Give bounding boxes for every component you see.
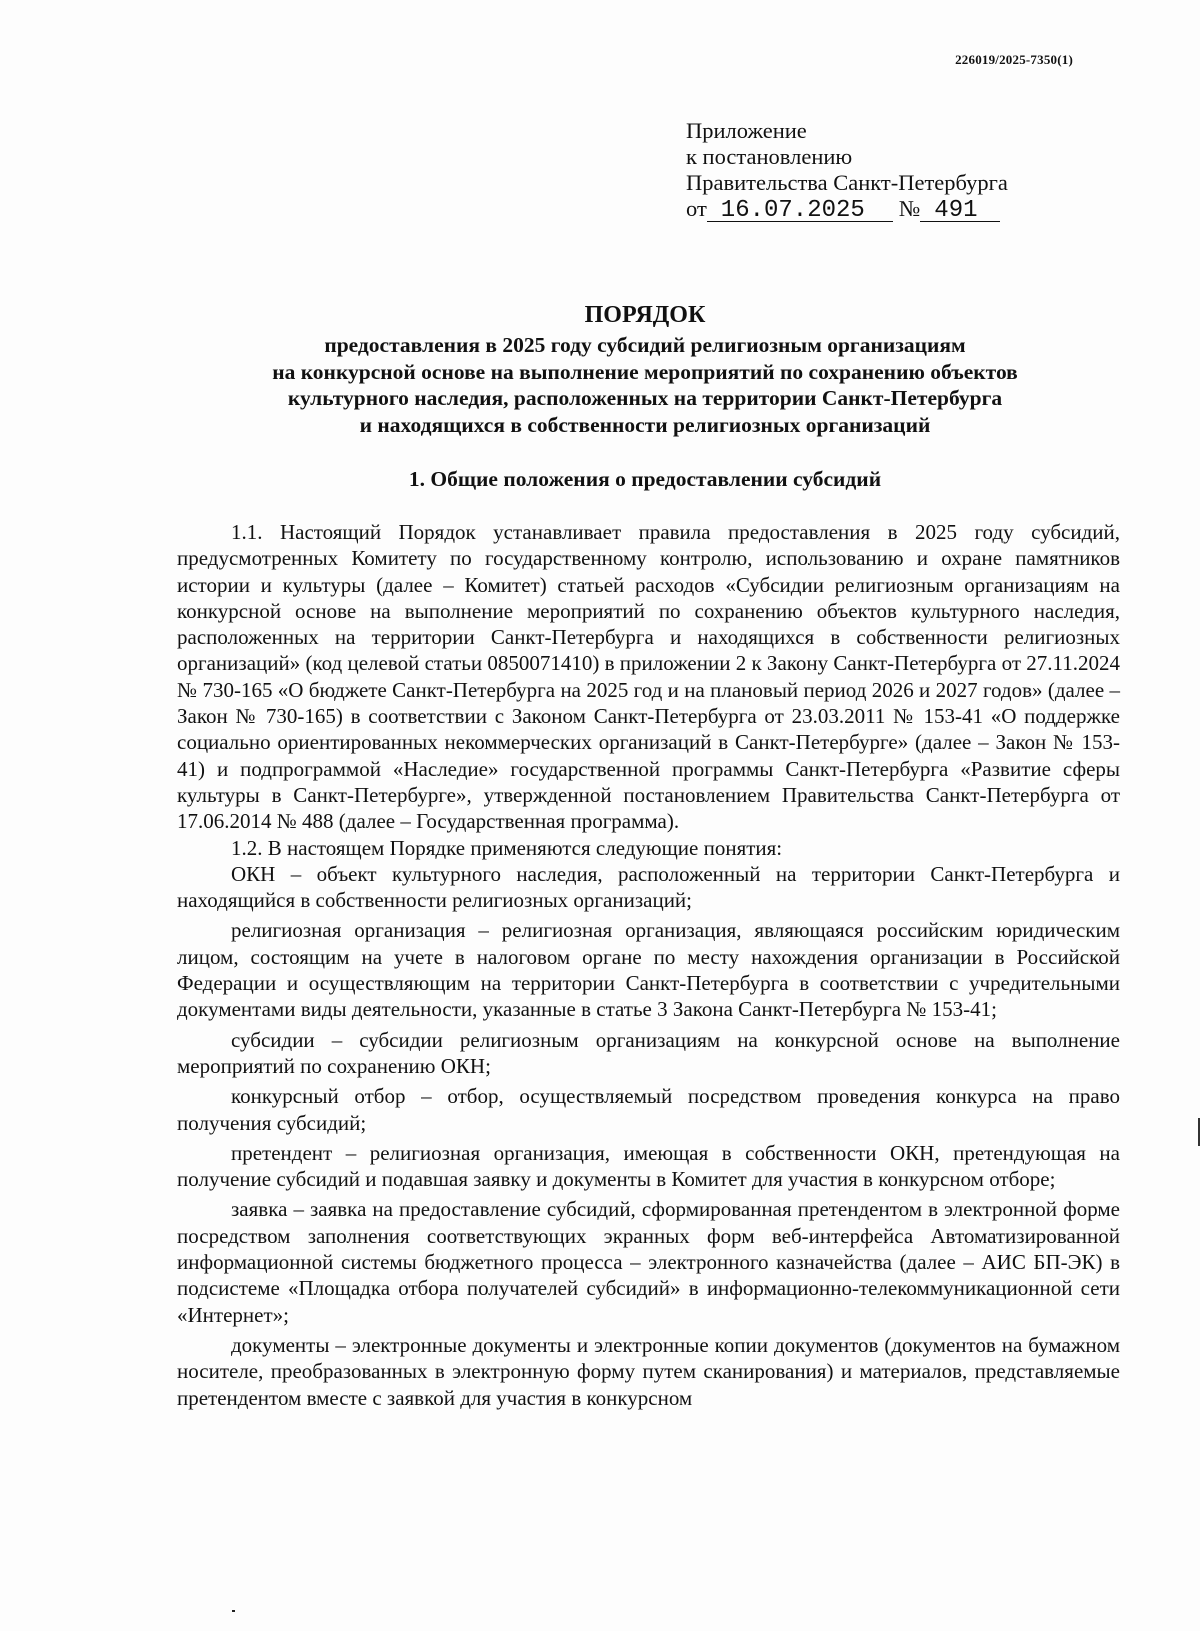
resolution-date: 16.07.2025 [707,201,893,222]
definition-documents: документы – электронные документы и электронные копии документов (документов на бумажном носителе, преобразованных в электронную форму путем сканирования) и материалов, представляемые претендентом вместе с заявкой для участия в конкурсном [177,1332,1120,1410]
title-line-3: культурного наследия, расположенных на территории Санкт-Петербурга [287,386,1003,410]
scan-speck [232,1610,235,1612]
definition-okn: ОКН – объект культурного наследия, расположенный на территории Санкт-Петербурга и находящийся в собственности религиозных организаций; [177,861,1120,913]
section-1-title: 1. Общие положения о предоставлении субсидий [408,467,882,491]
document-body [177,519,1120,1411]
definition-application: заявка – заявка на предоставление субсидий, сформированная претендентом в электронной форме посредством заполнения соответствующих экранных форм веб-интерфейса Автоматизированной информационной системы бюджетного процесса – электронного казначейства (далее – АИС БП-ЭК) в подсистеме «Площадка отбора получателей субсидий» в информационно-телекоммуникационной сети «Интернет»; [177,1197,1120,1327]
appendix-line-2: к постановлению [686,144,853,169]
title-line-4: и находящихся в собственности религиозных организаций [359,412,931,437]
title-line-1: предоставления в 2025 году субсидий религиозным организациям [324,333,966,357]
appendix-line-3: Правительства Санкт-Петербурга [686,170,1008,195]
appendix-line-1: Приложение [686,118,807,143]
title-heading: ПОРЯДОК [584,302,706,328]
definition-applicant: претендент – религиозная организация, имеющая в собственности ОКН, претендующая на получение субсидий и подавшая заявку и документы в Комитет для участия в конкурсном отборе; [177,1140,1120,1192]
paragraph-1-1: 1.1. Настоящий Порядок устанавливает правила предоставления в 2025 году субсидий, предусмотренных Комитету по государственному контролю, использованию и охране памятников истории и культуры (далее – Комитет) статьей расходов «Субсидии религиозным организациям на конкурсной основе на выполнение мероприятий по сохранению объектов культурного наследия, расположенных на территории Санкт-Петербурга и находящихся в собственности религиозных организаций» (код целевой статьи 0850071410) в приложении 2 к Закону Санкт-Петербурга от 27.11.2024 № 730-165 «О бюджете Санкт-Петербурга на 2025 год и на плановый период 2026 и 2027 годов» (далее – Закон № 730-165) в соответствии с Законом Санкт-Петербурга от 23.03.2011 № 153-41 «О поддержке социально ориентированных некоммерческих организаций в Санкт-Петербурге» (далее – Закон № 153-41) и подпрограммой «Наследие» государственной программы Санкт-Петербурга «Развитие сферы культуры в Санкт-Петербурге», утвержденной постановлением Правительства Санкт-Петербурга от 17.06.2014 № 488 (далее – Государственная программа). [177,520,1120,834]
paragraph-1-2: 1.2. В настоящем Порядке применяются следующие понятия: [231,835,783,860]
appendix-date-line [686,196,1008,222]
document-title [170,300,1120,438]
definition-competitive-selection: конкурсный отбор – отбор, осуществляемый посредством проведения конкурса на право получения субсидий; [177,1084,1120,1135]
appendix-block [686,118,1008,222]
title-line-2: на конкурсной основе на выполнение мероприятий по сохранению объектов [272,359,1018,384]
document-number: 226019/2025-7350(1) [955,52,1073,67]
number-label: № [898,196,921,221]
from-label: от [686,196,707,221]
definition-religious-org: религиозная организация – религиозная организация, являющаяся российским юридическим лицом, состоящим на учете в налоговом органе по месту нахождения организации в Российской Федерации и осуществляющим на территории Санкт-Петербурга в соответствии с учредительными документами виды деятельности, указанные в статье 3 Закона Санкт-Петербурга № 153-41; [177,918,1120,1022]
resolution-number: 491 [920,201,999,222]
definition-subsidies: субсидии – субсидии религиозным организациям на конкурсной основе на выполнение мероприятий по сохранению ОКН; [177,1027,1120,1078]
